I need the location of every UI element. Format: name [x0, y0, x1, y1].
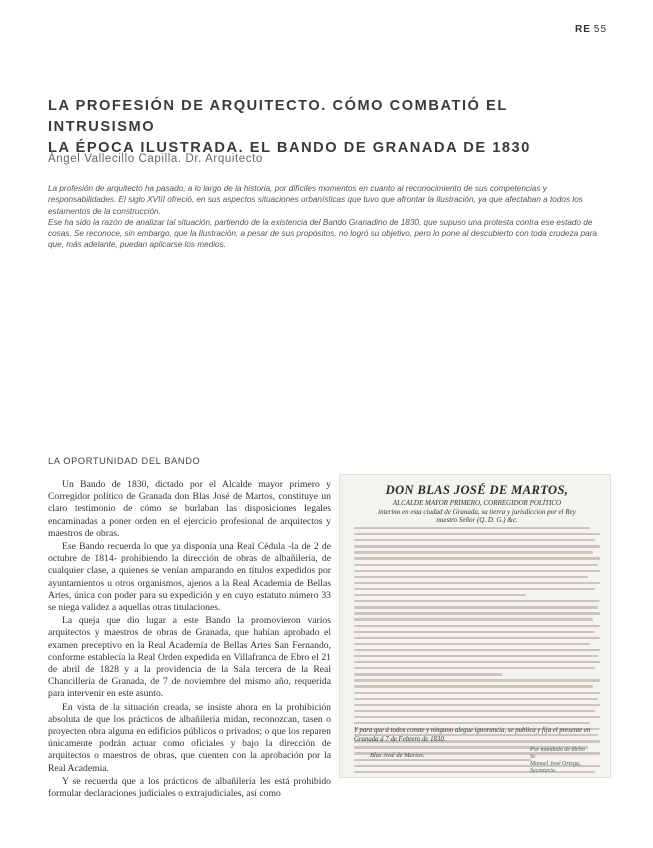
attestation-line: Secretario.	[530, 768, 557, 774]
title-line-1: LA PROFESIÓN DE ARQUITECTO. CÓMO COMBATIÓ EL INTRUSISMO	[48, 98, 508, 135]
document-print-line	[354, 698, 598, 700]
document-print-line	[354, 631, 595, 633]
attestation-line: Manuel José Ortega,	[530, 761, 581, 767]
document-attestation	[530, 747, 590, 775]
document-print-line	[354, 655, 598, 657]
body-paragraph: En vista de la situación creada, se insiste ahora en la prohibición absoluta de que los prácticos de albañilería midan, reconozcan, tasen o proyecten obra alguna en edificios públicos o privados; o que los reparen únicamente podrán actuar como oficiales y bajo la dirección de arquitectos o maestros de obras, que cuenten con la aprobación por la Real Academia.	[48, 701, 331, 774]
document-print-line	[354, 600, 600, 602]
document-print-line	[354, 606, 598, 608]
document-print-line	[354, 704, 600, 706]
document-print-line	[354, 570, 600, 572]
journal-page-header	[575, 24, 607, 35]
body-paragraph: Un Bando de 1830, dictado por el Alcalde mayor primero y Corregidor político de Granada don Blas José de Martos, constituye un claro testimonio de cómo se burlaban las disposiciones legales encaminadas a poner orden en el ejercicio profesional de arquitectos y maestros de obras.	[48, 479, 331, 539]
document-print-line	[354, 545, 600, 547]
document-print-line	[354, 692, 600, 694]
document-print-line	[354, 564, 598, 566]
document-print-line	[354, 551, 593, 553]
document-print-line	[354, 539, 595, 541]
document-print-line	[354, 716, 600, 718]
document-print-line	[354, 710, 595, 712]
document-print-line	[354, 679, 600, 681]
article-title	[48, 96, 608, 159]
document-print-line	[354, 661, 600, 663]
document-print-line	[354, 612, 600, 614]
document-signature: Blas José de Martos.	[370, 752, 425, 759]
document-sub-line: nuestro Señor (Q. D. G.) &c.	[436, 516, 518, 524]
document-print-line	[354, 533, 600, 535]
journal-logo: RE	[575, 24, 591, 35]
page-number: 55	[593, 24, 608, 35]
body-column	[48, 479, 331, 800]
document-print-line	[354, 637, 600, 639]
document-print-line	[354, 557, 600, 559]
document-subheading	[352, 499, 602, 525]
document-heading: DON BLAS JOSÉ DE MARTOS,	[385, 483, 569, 497]
document-print-line	[354, 685, 593, 687]
body-paragraph: La queja que dio lugar a este Bando la promovieron varios arquitectos y maestros de obras de Granada, que habían aprobado el examen preceptivo en la Real Academia de Bellas Artes San Fernando, conforme establecía la Real Orden expedida en Villafranca de Ebro el 21 de abril de 1828 y a la providencia de la Sala tercera de la Real Chancillería de Granada, de 7 de noviembre del mismo año, requerida para intervenir en este asunto.	[48, 615, 331, 700]
document-print-line	[354, 649, 600, 651]
document-print-line	[354, 777, 600, 778]
document-print-line	[354, 594, 526, 596]
document-print-line	[354, 576, 588, 578]
abstract	[48, 183, 614, 251]
document-print-line	[354, 582, 600, 584]
document-sub-line: ALCALDE MAYOR PRIMERO, CORREGIDOR POLÍTICO	[392, 499, 562, 507]
document-print-line	[354, 643, 590, 645]
title-line-2: LA ÉPOCA ILUSTRADA. EL BANDO DE GRANADA DE 1830	[48, 140, 531, 156]
body-paragraph: Ese Bando recuerda lo que ya disponía una Real Cédula -la de 2 de octubre de 1814- prohibiendo la dirección de obras de albañilería, de cualquier clase, a quienes se venían amparando en títulos expedidos por ayuntamientos u otros organismos, ajenos a la Real Academia de Bellas Artes, única con poder para su expedición y en cuyo estatuto número 33 se niega validez a aquellas otras titulaciones.	[48, 541, 331, 614]
abstract-paragraph-2: Ese ha sido la razón de analizar tal situación, partiendo de la existencia del Bando Granadino de 1830, que supuso una protesta contra ese estado de cosas. Se reconoce, sin embargo, que la Ilustración, a pesar de sus propósitos, no logró su objetivo, pero lo pone al descubierto con toda crudeza para que, más adelante, puedan aplicarse los medios.	[48, 217, 597, 250]
abstract-paragraph-1: La profesión de arquitecto ha pasado, a lo largo de la historia, por difíciles momentos en cuanto al reconocimiento de sus competencias y responsabilidades. El siglo XVIII ofreció, en sus aspectos situaciones urbanísticas que tuvo que afrontar la Ilustración, ya que afectaban a todos los estamentos de la construcción.	[48, 184, 583, 216]
document-closing: Y para que á todos conste y ninguno alegue ignorancia, se publica y fija el presente en Granada á 7 de Febrero de 1830.	[354, 727, 591, 743]
document-print-line	[354, 625, 600, 627]
section-title: LA OPORTUNIDAD DEL BANDO	[48, 456, 201, 466]
document-print-line	[354, 667, 595, 669]
document-print-line	[354, 618, 593, 620]
document-print-line	[354, 722, 590, 724]
author-line: Ángel Vallecillo Capilla. Dr. Arquitecto	[48, 153, 263, 165]
attestation-line: Por mandado de dicho Sr.	[530, 747, 585, 760]
document-print-line	[354, 527, 590, 529]
body-paragraph: Y se recuerda que a los prácticos de albañilería les está prohibido formular declaraciones judiciales o extrajudiciales, así como	[48, 775, 331, 800]
bando-document-image	[339, 474, 611, 778]
document-print-line	[354, 588, 595, 590]
document-print-line	[354, 673, 502, 675]
document-sub-line: interino en esta ciudad de Granada, su tierra y jurisdiccion por el Rey	[378, 507, 576, 516]
